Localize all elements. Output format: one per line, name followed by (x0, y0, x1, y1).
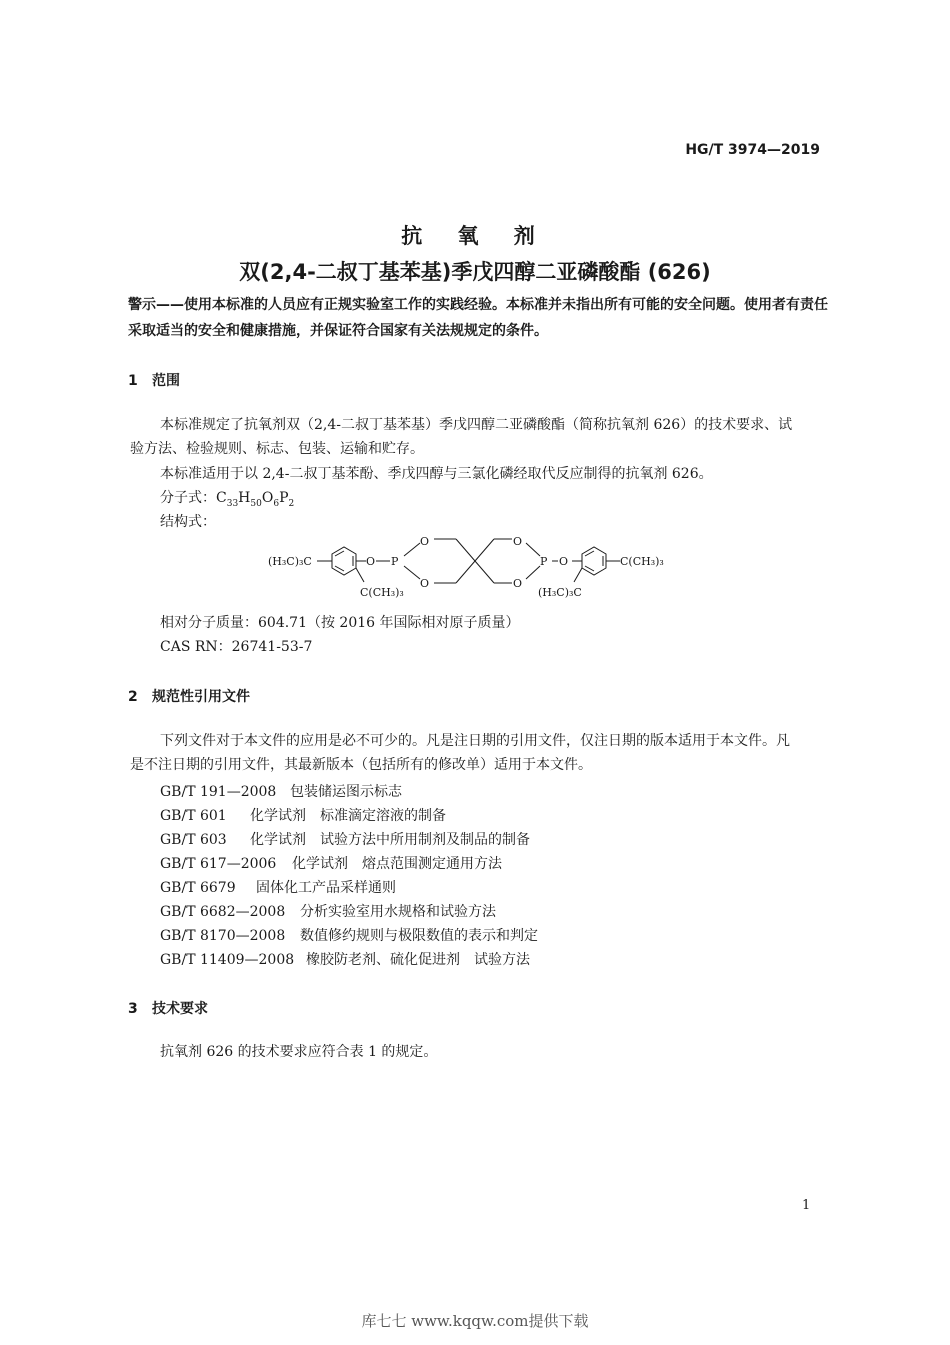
reference-title: 化学试剂 熔点范围测定通用方法 (292, 856, 502, 872)
section-3-heading (128, 998, 208, 1018)
section-3-title: 技术要求 (152, 1001, 208, 1017)
reference-item (160, 853, 502, 873)
left-p-label: P (391, 555, 399, 568)
section-1-title: 范围 (152, 373, 180, 389)
download-footer: 库七七 www.kqqw.com提供下载 (361, 1312, 589, 1330)
molecular-mass: 相对分子质量：604.71（按 2016 年国际相对原子质量） (160, 615, 520, 631)
formula-o: O (261, 490, 274, 506)
section-2-number: 2 (128, 689, 138, 705)
formula-c: C (216, 490, 227, 506)
title-line-2: 双(2,4-二叔丁基苯基)季戊四醇二亚磷酸酯 (626) (239, 260, 711, 284)
reference-item (160, 781, 402, 801)
reference-item (160, 925, 538, 945)
formula-o-count: 6 (273, 498, 280, 509)
reference-item (160, 877, 396, 897)
reference-code: GB/T 8170—2008 (160, 928, 286, 944)
section-1-heading (128, 370, 180, 390)
reference-item (160, 805, 446, 825)
reference-code: GB/T 191—2008 (160, 784, 277, 800)
section-2-intro: 下列文件对于本文件的应用是必不可少的。凡是注日期的引用文件，仅注日期的版本适用于本文件。凡是不注日期的引用文件，其最新版本（包括所有的修改单）适用于本文件。 (130, 733, 790, 773)
formula-h: H (238, 490, 251, 506)
section-1-para-2: 本标准适用于以 2,4-二叔丁基苯酚、季戊四醇与三氯化磷经取代反应制得的抗氧剂 626。 (160, 466, 713, 482)
section-3-para: 抗氧剂 626 的技术要求应符合表 1 的规定。 (160, 1044, 438, 1060)
lower-right-tert-butyl-label: (H₃C)₃C (538, 586, 582, 599)
reference-code: GB/T 601 (160, 808, 227, 824)
formula-c-count: 33 (226, 498, 239, 509)
formula-p-count: 2 (288, 498, 295, 509)
reference-item (160, 949, 530, 969)
reference-item (160, 901, 496, 921)
left-phenoxy-o-label: O (366, 555, 376, 568)
left-tert-butyl-label: (H₃C)₃C (268, 555, 312, 568)
reference-item (160, 829, 530, 849)
reference-title: 化学试剂 试验方法中所用制剂及制品的制备 (250, 832, 530, 848)
right-p-label: P (540, 555, 548, 568)
cas-number: CAS RN：26741-53-7 (160, 639, 313, 655)
standard-number: HG/T 3974—2019 (685, 142, 820, 158)
warning-text: 警示——使用本标准的人员应有正规实验室工作的实践经验。本标准并未指出所有可能的安全问题。使用者有责任采取适当的安全和健康措施，并保证符合国家有关法规规定的条件。 (128, 297, 828, 339)
structural-formula (260, 530, 700, 610)
formula-h-count: 50 (250, 498, 262, 509)
reference-title: 固体化工产品采样通则 (256, 880, 396, 896)
formula-p: P (279, 490, 289, 506)
structure-label: 结构式： (160, 514, 216, 530)
reference-code: GB/T 6682—2008 (160, 904, 286, 920)
section-2-heading (128, 686, 250, 706)
reference-title: 分析实验室用水规格和试验方法 (300, 904, 496, 920)
reference-code: GB/T 617—2006 (160, 856, 277, 872)
left-ring-o-bottom-label: O (420, 577, 430, 590)
reference-title: 数值修约规则与极限数值的表示和判定 (300, 928, 538, 944)
right-tert-butyl-label: C(CH₃)₃ (620, 555, 664, 568)
section-3-number: 3 (128, 1001, 138, 1017)
lower-left-tert-butyl-label: C(CH₃)₃ (360, 586, 404, 599)
reference-code: GB/T 11409—2008 (160, 952, 295, 968)
right-ring-o-top-label: O (513, 535, 523, 548)
reference-title: 橡胶防老剂、硫化促进剂 试验方法 (306, 952, 530, 968)
right-phenoxy-o-label: O (559, 555, 569, 568)
page-number: 1 (802, 1198, 811, 1213)
left-ring-o-top-label: O (420, 535, 430, 548)
section-1-para-1: 本标准规定了抗氧剂双（2,4-二叔丁基苯基）季戊四醇二亚磷酸酯（简称抗氧剂 626）的技术要求、试验方法、检验规则、标志、包装、运输和贮存。 (130, 417, 793, 457)
reference-title: 包装储运图示标志 (290, 784, 402, 800)
reference-code: GB/T 6679 (160, 880, 236, 896)
section-2-title: 规范性引用文件 (152, 689, 250, 705)
section-1-number: 1 (128, 373, 138, 389)
right-ring-o-bottom-label: O (513, 577, 523, 590)
reference-title: 化学试剂 标准滴定溶液的制备 (250, 808, 446, 824)
formula-label: 分子式： (160, 490, 216, 506)
reference-code: GB/T 603 (160, 832, 227, 848)
title-line-1: 抗 氧 剂 (401, 224, 549, 248)
